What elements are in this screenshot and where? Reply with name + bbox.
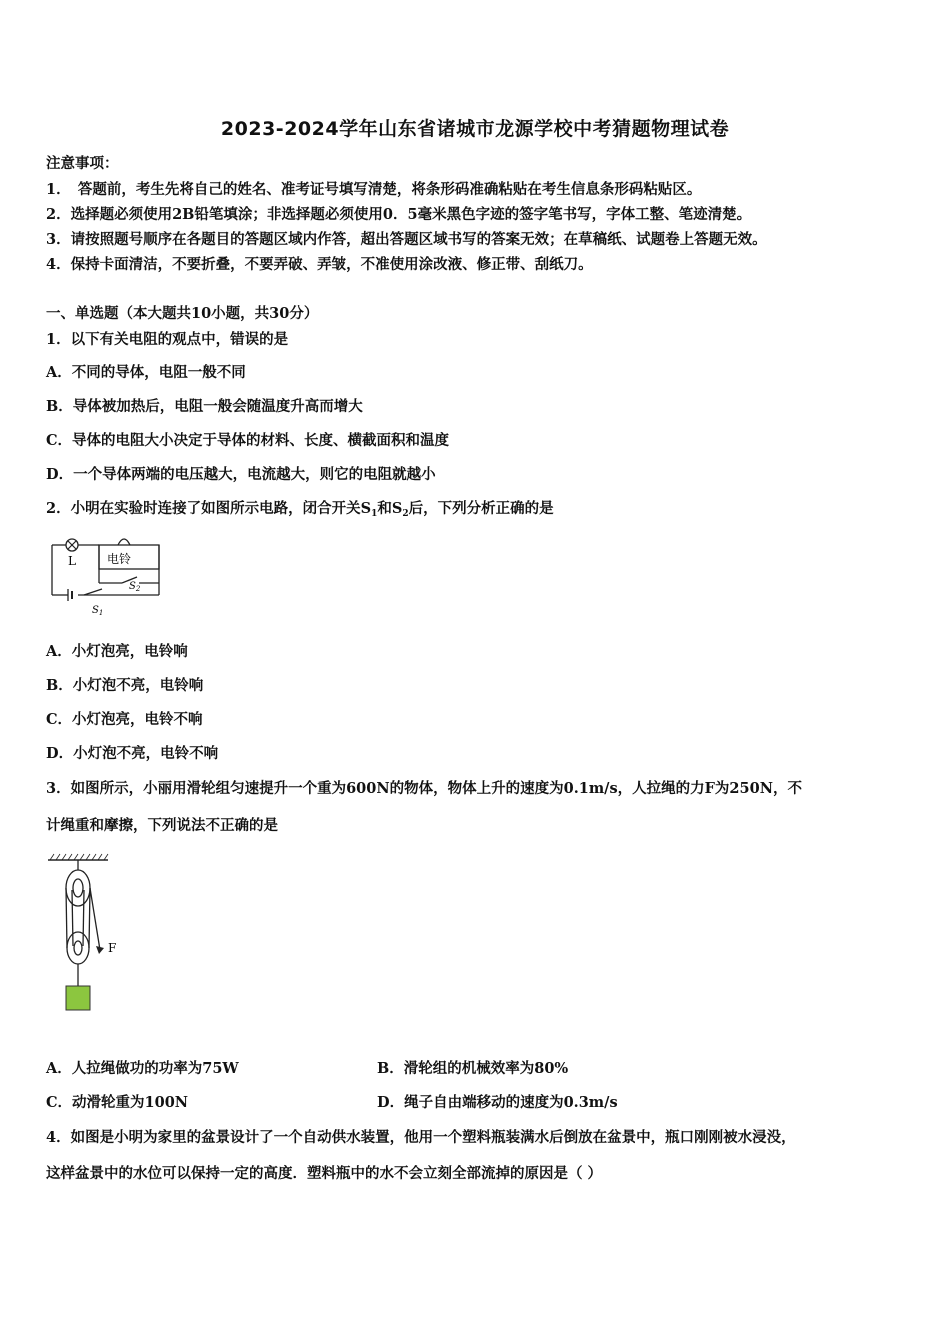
notice-item: 3．请按照题号顺序在各题目的答题区域内作答，超出答题区域书写的答案无效；在草稿纸、试题卷上答题无效。 <box>46 231 767 248</box>
notice-item: 1． 答题前，考生先将自己的姓名、准考证号填写清楚，将条形码准确粘贴在考生信息条形码粘贴区。 <box>46 181 702 198</box>
q4-stem: 4．如图是小明为家里的盆景设计了一个自动供水装置，他用一个塑料瓶装满水后倒放在盆景中，瓶口刚刚被水浸没， <box>46 1129 796 1146</box>
q3-option-a[interactable]: A．人拉绳做功的功率为75W <box>46 1060 239 1077</box>
q2-option-c[interactable]: C．小灯泡亮，电铃不响 <box>46 711 203 728</box>
q3-option-c[interactable]: C．动滑轮重为100N <box>46 1094 189 1111</box>
q1-option-c[interactable]: C．导体的电阻大小决定于导体的材料、长度、横截面积和温度 <box>46 432 450 449</box>
q2-option-b[interactable]: B．小灯泡不亮，电铃响 <box>46 677 204 694</box>
q2-option-a[interactable]: A．小灯泡亮，电铃响 <box>46 643 188 660</box>
bell-label: 电铃 <box>107 552 132 566</box>
q1-stem: 1．以下有关电阻的观点中，错误的是 <box>46 331 289 348</box>
section-heading: 一、单选题（本大题共10小题，共30分） <box>46 305 319 322</box>
lamp-label: L <box>68 554 76 568</box>
q3-option-d[interactable]: D．绳子自由端移动的速度为0.3m/s <box>377 1094 618 1111</box>
s2-label: $S_2$ <box>129 581 141 593</box>
q3-stem: 3．如图所示，小丽用滑轮组匀速提升一个重为600N的物体，物体上升的速度为0.1m/s，人拉绳的力F为250N，不 <box>46 780 802 797</box>
lamp-icon <box>66 539 78 551</box>
page-title: 2023-2024学年山东省诸城市龙源学校中考猜题物理试卷 <box>220 118 730 140</box>
q1-option-b[interactable]: B．导体被加热后，电阻一般会随温度升高而增大 <box>46 398 363 415</box>
q2-stem: 2．小明在实验时连接了如图所示电路，闭合开关$S_1$和$S_2$后，下列分析正确的是 <box>46 500 554 519</box>
q4-stem-cont: 这样盆景中的水位可以保持一定的高度．塑料瓶中的水不会立刻全部流掉的原因是（ ） <box>46 1165 603 1182</box>
q1-option-a[interactable]: A．不同的导体，电阻一般不同 <box>46 364 246 381</box>
s1-label: $S_1$ <box>92 605 104 617</box>
notice-item: 4．保持卡面清洁，不要折叠，不要弄破、弄皱，不准使用涂改液、修正带、刮纸刀。 <box>46 256 593 273</box>
weight-block <box>66 986 90 1010</box>
force-label: F <box>108 941 117 955</box>
circuit-diagram <box>44 525 169 620</box>
notice-item: 2．选择题必须使用2B铅笔填涂；非选择题必须使用0．5毫米黑色字迹的签字笔书写，字体工整、笔迹清楚。 <box>46 206 752 223</box>
q2-option-d[interactable]: D．小灯泡不亮，电铃不响 <box>46 745 219 762</box>
notice-heading: 注意事项： <box>46 155 119 172</box>
q1-option-d[interactable]: D．一个导体两端的电压越大，电流越大，则它的电阻就越小 <box>46 466 436 483</box>
q3-option-b[interactable]: B．滑轮组的机械效率为80% <box>377 1060 569 1077</box>
q3-stem-cont: 计绳重和摩擦，下列说法不正确的是 <box>46 817 278 834</box>
pulley-diagram <box>44 850 134 1020</box>
